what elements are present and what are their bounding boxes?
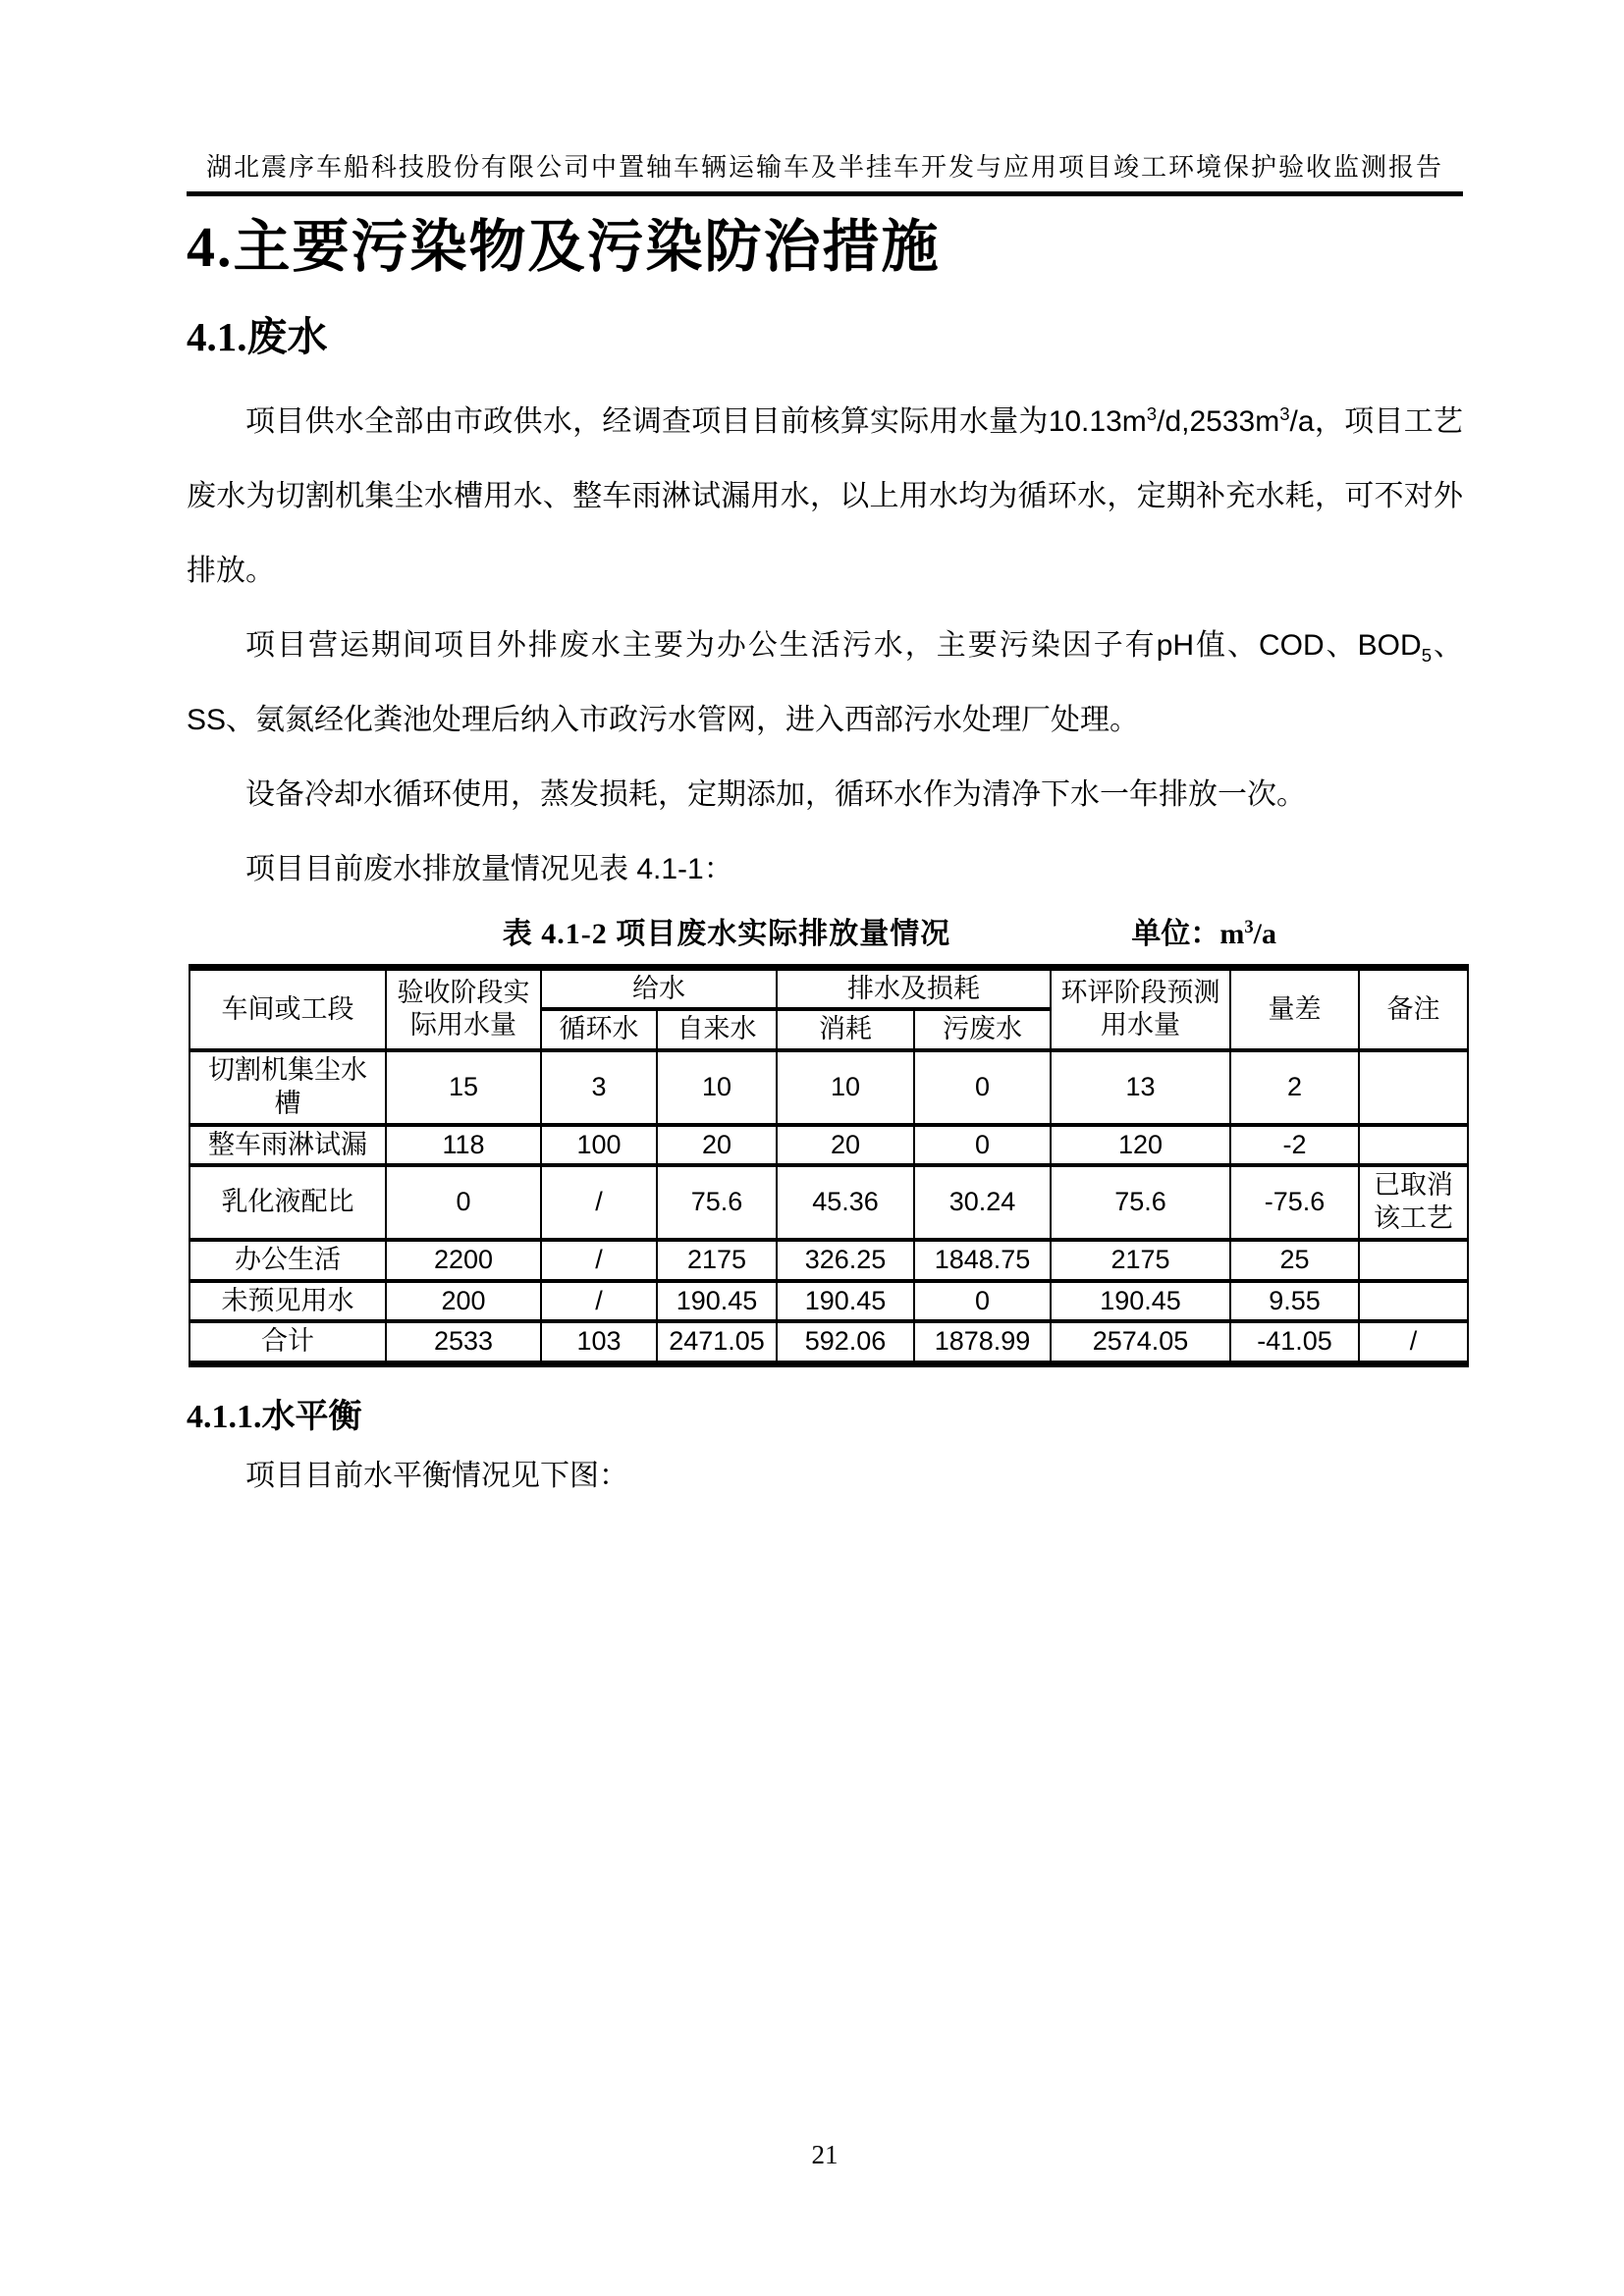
- cell-value: 120: [1051, 1125, 1230, 1166]
- cell-value: 200: [386, 1281, 541, 1322]
- cell-value: -75.6: [1230, 1165, 1359, 1240]
- cell-value: 592.06: [777, 1321, 914, 1363]
- cell-value: 10: [657, 1050, 777, 1125]
- cell-value: /: [541, 1281, 657, 1322]
- header-wastewater: 污废水: [914, 1009, 1051, 1050]
- cell-remark: [1359, 1050, 1468, 1125]
- header-consumption: 消耗: [777, 1009, 914, 1050]
- cell-workshop: 切割机集尘水槽: [189, 1050, 386, 1125]
- section-heading: 4.1.废水: [187, 313, 328, 359]
- header-supply-group: 给水: [541, 967, 777, 1009]
- header-circulating-water: 循环水: [541, 1009, 657, 1050]
- cell-value: /: [541, 1240, 657, 1281]
- cell-value: 10: [777, 1050, 914, 1125]
- chapter-heading: 4.主要污染物及污染防治措施: [187, 215, 941, 279]
- cell-remark: /: [1359, 1321, 1468, 1363]
- cell-value: 118: [386, 1125, 541, 1166]
- table-row-unforeseen: [189, 1281, 1468, 1322]
- cell-value: -41.05: [1230, 1321, 1359, 1363]
- cell-value: 20: [657, 1125, 777, 1166]
- cell-workshop: 整车雨淋试漏: [189, 1125, 386, 1166]
- cell-value: 2574.05: [1051, 1321, 1230, 1363]
- cell-workshop: 未预见用水: [189, 1281, 386, 1322]
- header-eia-usage: 环评阶段预测用水量: [1051, 967, 1230, 1050]
- cell-value: 2175: [1051, 1240, 1230, 1281]
- paragraph-water-balance: 项目目前水平衡情况见下图：: [245, 1459, 628, 1492]
- cell-value: 190.45: [657, 1281, 777, 1322]
- cell-value: 15: [386, 1050, 541, 1125]
- cell-workshop: 乳化液配比: [189, 1165, 386, 1240]
- table-caption-row: [187, 913, 1463, 956]
- cell-value: 1878.99: [914, 1321, 1051, 1363]
- table-row-rain-test: [189, 1125, 1468, 1166]
- paragraph-table-reference: 项目目前废水排放量情况见表 4.1-1：: [245, 852, 733, 885]
- table-caption: 表 4.1-2 项目废水实际排放量情况: [502, 917, 951, 950]
- cell-value: 75.6: [1051, 1165, 1230, 1240]
- table-row-office: [189, 1240, 1468, 1281]
- cell-value: 0: [914, 1050, 1051, 1125]
- cell-remark: 已取消该工艺: [1359, 1165, 1468, 1240]
- cell-workshop: 办公生活: [189, 1240, 386, 1281]
- cell-value: 1848.75: [914, 1240, 1051, 1281]
- cell-value: 103: [541, 1321, 657, 1363]
- cell-remark: [1359, 1281, 1468, 1322]
- cell-value: 2200: [386, 1240, 541, 1281]
- cell-workshop: 合计: [189, 1321, 386, 1363]
- cell-remark: [1359, 1125, 1468, 1166]
- cell-value: 100: [541, 1125, 657, 1166]
- cell-value: 2175: [657, 1240, 777, 1281]
- header-difference: 量差: [1230, 967, 1359, 1050]
- paragraph-cooling-water: 设备冷却水循环使用，蒸发损耗，定期添加，循环水作为清净下水一年排放一次。: [245, 777, 1306, 811]
- cell-value: 45.36: [777, 1165, 914, 1240]
- cell-value: 25: [1230, 1240, 1359, 1281]
- cell-value: 190.45: [1051, 1281, 1230, 1322]
- cell-value: 9.55: [1230, 1281, 1359, 1322]
- cell-value: 0: [386, 1165, 541, 1240]
- header-workshop: 车间或工段: [189, 967, 386, 1050]
- paragraph-water-supply: 项目供水全部由市政供水，经调查项目目前核算实际用水量为$10.13m^3/d,2533m^3/a$，项目工艺废水为切割机集尘水槽用水、整车雨淋试漏用水，以上用水均为循环水，定期补充水耗，可不对外排放。: [187, 402, 1464, 587]
- table-unit-label: 单位：$m^3/a$: [1131, 916, 1276, 950]
- cell-value: 326.25: [777, 1240, 914, 1281]
- cell-value: /: [541, 1165, 657, 1240]
- running-header: 湖北震序车船科技股份有限公司中置轴车辆运输车及半挂车开发与应用项目竣工环境保护验收监测报告: [187, 147, 1463, 196]
- cell-value: 2533: [386, 1321, 541, 1363]
- table-header-row-1: [189, 967, 1468, 1009]
- cell-value: 3: [541, 1050, 657, 1125]
- cell-value: 0: [914, 1125, 1051, 1166]
- table-row-dust-tank: [189, 1050, 1468, 1125]
- cell-value: 75.6: [657, 1165, 777, 1240]
- header-acceptance-usage: 验收阶段实际用水量: [386, 967, 541, 1050]
- header-drainage-group: 排水及损耗: [777, 967, 1051, 1009]
- cell-value: 0: [914, 1281, 1051, 1322]
- cell-value: -2: [1230, 1125, 1359, 1166]
- page-number: 21: [811, 2140, 839, 2169]
- header-remark: 备注: [1359, 967, 1468, 1050]
- cell-value: 30.24: [914, 1165, 1051, 1240]
- header-tap-water: 自来水: [657, 1009, 777, 1050]
- table-row-emulsion: [189, 1165, 1468, 1240]
- cell-value: 2: [1230, 1050, 1359, 1125]
- subsection-heading: 4.1.1.水平衡: [187, 1399, 362, 1436]
- cell-remark: [1359, 1240, 1468, 1281]
- wastewater-table: [189, 964, 1469, 1368]
- cell-value: 2471.05: [657, 1321, 777, 1363]
- cell-value: 20: [777, 1125, 914, 1166]
- cell-value: 13: [1051, 1050, 1230, 1125]
- cell-value: 190.45: [777, 1281, 914, 1322]
- table-row-total: [189, 1321, 1468, 1363]
- paragraph-sewage: 项目营运期间项目外排废水主要为办公生活污水，主要污染因子有pH值、COD、$BOD_5$、SS、氨氮经化粪池处理后纳入市政污水管网，进入西部污水处理厂处理。: [187, 628, 1464, 736]
